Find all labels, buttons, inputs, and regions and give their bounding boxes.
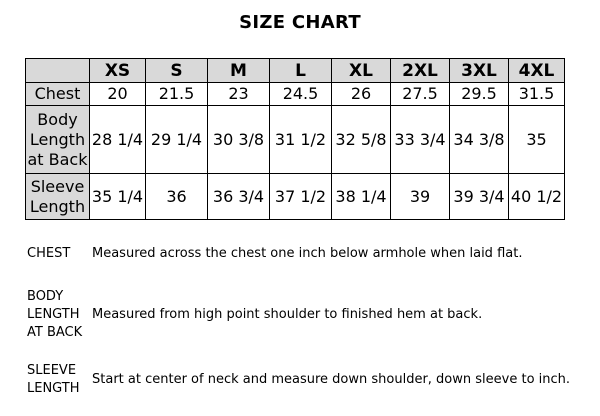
table-cell: 29.5: [450, 83, 509, 106]
size-header: 4XL: [509, 59, 565, 83]
table-cell: 33 3/4: [391, 106, 450, 174]
page-title: SIZE CHART: [239, 12, 361, 33]
table-cell: 31 1/2: [270, 106, 332, 174]
table-cell: 35: [509, 106, 565, 174]
table-cell: 30 3/8: [208, 106, 270, 174]
legend-description: Measured from high point shoulder to finished hem at back.: [92, 307, 483, 322]
table-cell: 27.5: [391, 83, 450, 106]
legend-description: Measured across the chest one inch below armhole when laid flat.: [92, 246, 523, 261]
table-cell: 40 1/2: [509, 174, 565, 220]
legend-description: Start at center of neck and measure down shoulder, down sleeve to inch.: [92, 372, 571, 387]
size-header: XL: [332, 59, 391, 83]
row-label: Chest: [26, 83, 90, 106]
table-cell: 21.5: [146, 83, 208, 106]
header-row: [26, 59, 565, 83]
table-cell: 35 1/4: [90, 174, 146, 220]
table-cell: 37 1/2: [270, 174, 332, 220]
size-header: M: [208, 59, 270, 83]
table-cell: 32 5/8: [332, 106, 391, 174]
row-label: Sleeve Length: [26, 174, 90, 220]
table-row: [26, 174, 565, 220]
size-header: L: [270, 59, 332, 83]
size-chart-table: [25, 58, 565, 220]
size-header: 2XL: [391, 59, 450, 83]
table-cell: 24.5: [270, 83, 332, 106]
legend-term: CHEST: [27, 246, 71, 261]
table-cell: 23: [208, 83, 270, 106]
table-cell: 34 3/8: [450, 106, 509, 174]
table-cell: 20: [90, 83, 146, 106]
table-cell: 36: [146, 174, 208, 220]
size-header: 3XL: [450, 59, 509, 83]
table-row: [26, 83, 565, 106]
table-cell: 29 1/4: [146, 106, 208, 174]
corner-cell: [26, 59, 90, 83]
table-cell: 39 3/4: [450, 174, 509, 220]
table-cell: 36 3/4: [208, 174, 270, 220]
legend-term: SLEEVE LENGTH: [27, 363, 80, 396]
size-header: S: [146, 59, 208, 83]
size-header: XS: [90, 59, 146, 83]
table-row: [26, 106, 565, 174]
table-cell: 26: [332, 83, 391, 106]
table-cell: 28 1/4: [90, 106, 146, 174]
table-cell: 39: [391, 174, 450, 220]
table-cell: 31.5: [509, 83, 565, 106]
legend-term: BODY LENGTH AT BACK: [27, 289, 83, 340]
row-label: Body Length at Back: [26, 106, 90, 174]
table-cell: 38 1/4: [332, 174, 391, 220]
